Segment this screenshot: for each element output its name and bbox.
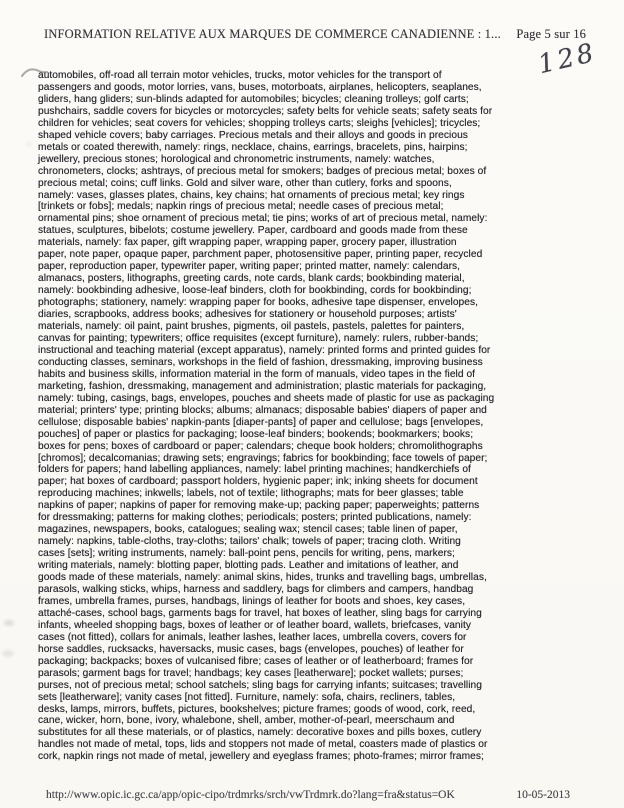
text-line: photographs; stationery, namely: wrapping paper for books, adhesive tape dispenser, envelopes, [38, 297, 479, 309]
text-line: namely: napkins, table-cloths, tray-cloths; tailors' chalk; towels of paper; tracing cloth. Writing [38, 536, 461, 548]
text-line: children for vehicles; seat covers for vehicles; shopping trolleys carts; sleighs [vehicles]; tricycles; [38, 117, 481, 129]
text-line: paper, note paper, opaque paper, parchment paper, photosensitive paper, printing paper, recycled [38, 249, 483, 261]
text-line: marketing, fashion, dressmaking, management and administration; plastic materials for packaging, [38, 380, 487, 392]
text-line: pouches] of paper or plastics for packaging; loose-leaf binders; bookends; bookmarkers; books; [38, 428, 474, 440]
text-line: paper; hat boxes of cardboard; passport holders, hygienic paper; ink; inking sheets for document [38, 476, 478, 488]
scan-smudge [2, 650, 14, 657]
text-line: reproducing machines; inkwells; labels, not of textile; lithographs; mats for beer glasses; table [38, 488, 464, 500]
text-line: purses, not of precious metal; school satchels; sling bags for carrying infants; suitcases; travelling [38, 679, 482, 691]
text-line: namely: tubing, casings, bags, envelopes, pouches and sheets made of plastic for use as packaging [38, 392, 495, 404]
text-line: boxes for pens; boxes of cardboard or paper; calendars; cheque book holders; chromolithographs [38, 440, 483, 452]
text-line: diaries, scrapbooks, address books; adhesives for stationery or household purposes; artists' [38, 309, 457, 321]
scan-smudge [26, 142, 32, 146]
text-line: horse saddles, rucksacks, haversacks, music cases, bags (envelopes, pouches) of leather for [38, 643, 464, 655]
text-line: desks, lamps, mirrors, buffets, pictures, bookshelves; picture frames; goods of wood, cork, reed, [38, 703, 476, 715]
goods-description-text [38, 70, 570, 763]
text-line: almanacs, posters, lithographs, greeting cards, note cards, blank cards; bookbinding material, [38, 273, 465, 285]
text-line: shaped vehicle covers; baby carriages. Precious metals and their alloys and goods in precious [38, 129, 468, 141]
print-date: 10-05-2013 [516, 789, 570, 801]
text-line: namely: bookbinding adhesive, loose-leaf binders, cloth for bookbinding, cords for bookbinding; [38, 285, 472, 297]
text-line: material; printers' type; printing blocks; albums; almanacs; disposable babies' diapers of paper and [38, 404, 487, 416]
text-line: cases [sets]; writing instruments, namely: ball-point pens, pencils for writing, pens, markers; [38, 548, 455, 560]
text-line: chronometers, clocks; ashtrays, of precious metal for smokers; badges of precious metal; boxes of [38, 165, 487, 177]
text-line: automobiles, off-road all terrain motor vehicles, trucks, motor vehicles for the transport of [38, 70, 442, 81]
page-indicator: Page 5 sur 16 [516, 27, 586, 41]
handwritten-page-number: 128 [535, 37, 600, 81]
print-header [44, 27, 586, 42]
text-line: materials, namely: oil paint, paint brushes, pigments, oil pastels, pastels, palettes for painters, [38, 321, 465, 333]
text-line: jewellery, precious stones; horological and chronometric instruments, namely: watches, [38, 153, 435, 165]
text-line: cane, wicker, horn, bone, ivory, whalebone, shell, amber, mother-of-pearl, meerschaum and [38, 715, 455, 727]
text-line: packaging; backpacks; boxes of vulcanised fibre; cases of leather or of leatherboard; frames for [38, 655, 474, 667]
text-line: infants, wheeled shopping bags, boxes of leather or of leather board, wallets, briefcases, vanity [38, 619, 471, 631]
print-footer [46, 789, 570, 801]
text-line: cases (not fitted), collars for animals, leather lashes, leather laces, umbrella covers, covers for [38, 631, 467, 643]
text-line: writing materials, namely: blotting paper, blotting pads. Leather and imitations of leather, and [38, 560, 459, 572]
text-line: paper, reproduction paper, typewriter paper, writing paper; printed matter, namely: calendars, [38, 261, 461, 273]
text-line: [chromos]; decalcomanias; drawing sets; engravings; fabrics for bookbinding; face towels of paper; [38, 452, 488, 464]
text-line: [trinkets or fobs]; medals; napkin rings of precious metal; needle cases of precious metal; [38, 201, 444, 213]
scan-smudge [4, 620, 14, 626]
text-line: parasols, walking sticks, whips, harness and saddlery, bags for climbers and campers, handbag [38, 583, 474, 595]
text-line: materials, namely: fax paper, gift wrapping paper, wrapping paper, grocery paper, illustration [38, 237, 457, 249]
text-line: habits and business skills, information material in the form of manuals, video tapes in the field of [38, 368, 476, 380]
text-line: statues, sculptures, bibelots; costume jewellery. Paper, cardboard and goods made from these [38, 225, 468, 237]
text-line: passengers and goods, motor lorries, vans, buses, motorboats, airplanes, helicopters, seaplanes, [38, 81, 482, 93]
text-line: pushchairs, saddle covers for bicycles or motorcycles; safety belts for vehicle seats; safety seats for [38, 105, 493, 117]
text-line: frames, umbrella frames, purses, handbags, linings of leather for boots and shoes, key cases, [38, 595, 466, 607]
text-line: magazines, newspapers, books, catalogues; sealing wax; stencil cases; table linen of paper, [38, 524, 458, 536]
text-line: parasols; garment bags for travel; handbags; key cases [leatherware]; pocket wallets; purses; [38, 667, 464, 679]
text-line: metals or coated therewith, namely: rings, necklace, chains, earrings, bracelets, pins, hairpins; [38, 141, 468, 153]
text-line: substitutes for all these materials, or of plastics, namely: decorative boxes and pills boxes, cutlery [38, 727, 482, 739]
text-line: for dressmaking; patterns for making clothes; periodicals; posters; printed publications, namely: [38, 512, 472, 524]
text-line: ornamental pins; shoe ornament of precious metal; tie pins; works of art of precious metal, namely: [38, 213, 488, 225]
text-line: folders for papers; hand labelling appliances, namely: label printing machines; handkerchiefs of [38, 464, 471, 476]
text-line: sets [leatherware]; vanity cases [not fitted]. Furniture, namely: sofa, chairs, recliners, tables, [38, 691, 456, 703]
text-line: goods made of these materials, namely: animal skins, hides, trunks and travelling bags, umbrellas, [38, 572, 487, 584]
text-line: precious metal; coins; cuff links. Gold and silver ware, other than cutlery, forks and spoons, [38, 177, 452, 189]
text-line: napkins of paper; napkins of paper for removing make-up; packing paper; paperweights; patterns [38, 500, 480, 512]
text-line: conducting classes, seminars, workshops in the field of fashion, dressmaking, improving business [38, 356, 483, 368]
text-line: canvas for painting; typewriters; office requisites (except furniture), namely: rulers, rubber-bands; [38, 332, 479, 344]
text-line: cork, napkin rings not made of metal, jewellery and eyeglass frames; photo-frames; mirror frames; [38, 751, 484, 763]
document-title: INFORMATION RELATIVE AUX MARQUES DE COMMERCE CANADIENNE : 1... [44, 27, 501, 41]
text-line: handles not made of metal, tops, lids and stoppers not made of metal, coasters made of plastics or [38, 739, 488, 751]
text-line: gliders, hang gliders; sun-blinds adapted for automobiles; bicycles; cleaning trolleys; golf carts; [38, 93, 469, 105]
text-line: attaché-cases, school bags, garments bags for travel, hat boxes of leather, sling bags for carrying [38, 607, 482, 619]
text-line: instructional and teaching material (except apparatus), namely: printed forms and printed guides for [38, 344, 491, 356]
text-line: cellulose; disposable babies' napkin-pants [diaper-pants] of paper and cellulose; bags [envelopes, [38, 416, 484, 428]
source-url: http://www.opic.ic.gc.ca/app/opic-cipo/trdmrks/srch/vwTrdmrk.do?lang=fra&status=OK [46, 789, 455, 801]
text-line: namely: vases, glasses plates, chains, key chains; hat ornaments of precious metal; key rings [38, 189, 465, 201]
